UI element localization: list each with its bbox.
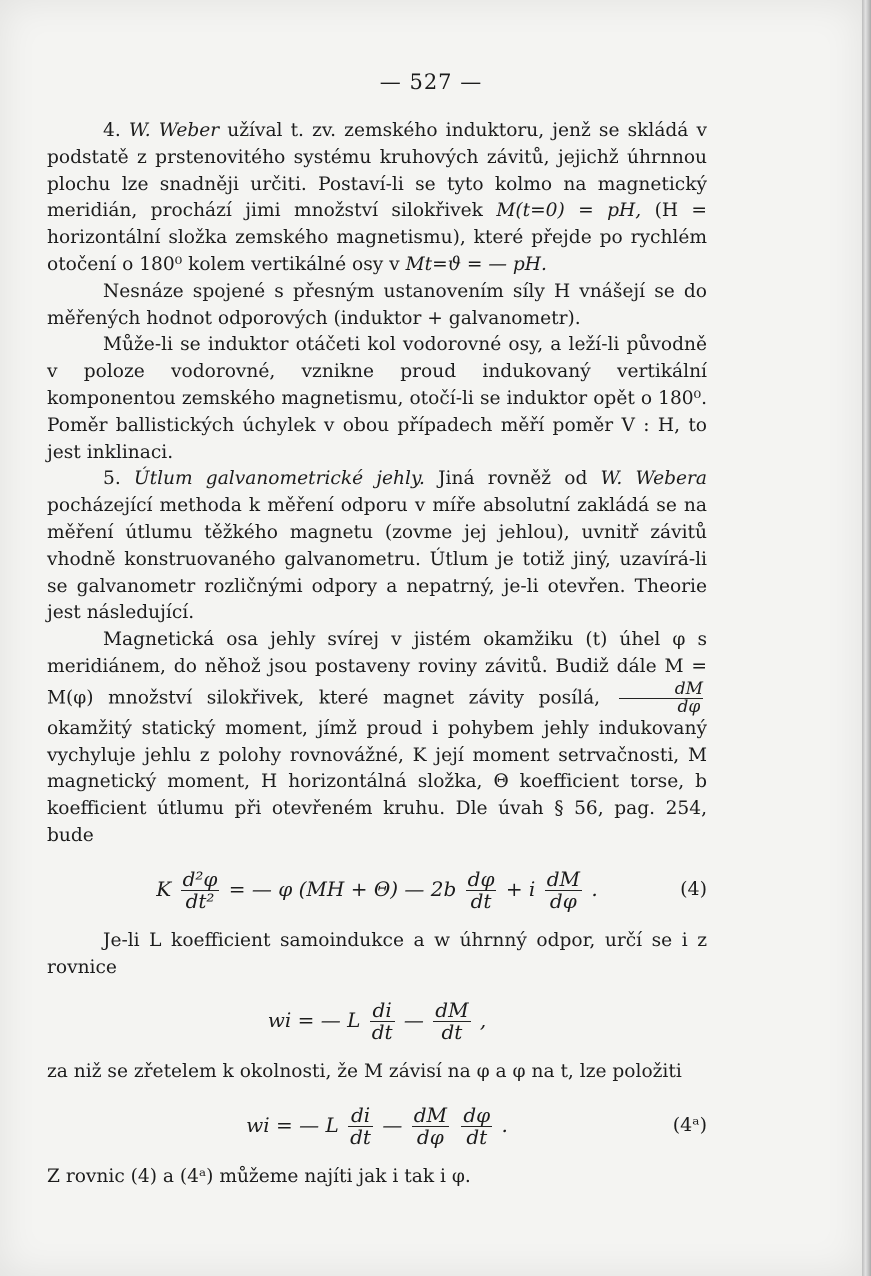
paragraph: za niž se zřetelem k okolnosti, že M závisí na φ a φ na t, lze položiti	[47, 1061, 682, 1083]
eq-fraction	[466, 866, 497, 913]
author-name: W. Webera	[600, 468, 707, 490]
author-name: W. Weber	[128, 120, 220, 141]
page-number: — 527 —	[379, 70, 483, 94]
paragraph: Z rovnic (4) a (4ᵃ) můžeme najíti jak i tak i φ.	[47, 1166, 471, 1188]
eq-fraction	[181, 866, 220, 913]
eq-fraction	[348, 1105, 373, 1148]
paragraph	[47, 627, 707, 850]
eq-term: K	[156, 876, 172, 901]
section-number: 5.	[103, 468, 121, 490]
paragraph-text: užíval t. zv. zemského induktoru, jenž se skládá v podstatě z prstenovitého systému kruhových závitů, jejichž úhrnnou plochu lze snadněji určiti. Postaví-li se tyto kolmo na magnetický meridián, prochází jimi množství silokřivek	[47, 120, 707, 222]
paragraph-text: okamžitý statický moment, jímž proud i pohybem jehly indukovaný vychyluje jehlu z polohy rovnovážné, K její moment setrvačnosti, M magnetický moment, H horizontálná složka, Θ koefficient torse, b koefficient útlumu při otevřeném kruhu. Dle úvah § 56, pag. 254, bude	[47, 717, 707, 846]
eq-fraction	[545, 866, 582, 913]
body-text	[47, 118, 707, 1191]
fraction-denominator: dt	[470, 888, 492, 913]
eq-term: wi = — L	[246, 1113, 339, 1138]
eq-fraction	[461, 1105, 492, 1148]
section-title: Útlum galvanometrické jehly.	[133, 468, 425, 490]
section-number: 4.	[103, 120, 121, 141]
eq-term: .	[591, 876, 598, 901]
paragraph-4	[47, 118, 707, 279]
fraction-numerator: d²φ	[182, 866, 218, 891]
fraction-numerator: dφ	[467, 866, 495, 891]
eq-fraction	[412, 1105, 449, 1148]
inline-formula: Mt=ϑ = — pH.	[405, 253, 547, 275]
fraction-numerator: di	[370, 1000, 395, 1022]
eq-term: .	[501, 1113, 508, 1138]
eq-term: = — φ (MH + Θ) — 2b	[228, 876, 457, 901]
paragraph-5	[47, 466, 707, 627]
fraction-denominator: dt	[350, 1125, 371, 1150]
eq-term: wi = — L	[267, 1008, 361, 1033]
paragraph-text: Magnetická osa jehly svírej v jistém okamžiku (t) úhel φ s meridiánem, do něhož jsou postaveny roviny závitů. Budiž dále M = M(φ) množství silokřivek, které magnet závity posílá,	[47, 629, 707, 709]
fraction-denominator: dt	[466, 1125, 488, 1150]
fraction-numerator: dM	[413, 1103, 447, 1128]
paragraph: Může-li se induktor otáčeti kol vodorovné osy, a leží-li původně v poloze vodorovné, vznikne proud indukovaný vertikální komponentou zemského magnetismu, otočí-li se induktor opět o 180⁰. Poměr ballistických úchylek v obou případech měří poměr V : H, to jest inklinaci.	[47, 334, 707, 463]
paragraph: Nesnáze spojené s přesným ustanovením síly H vnášejí se do měřených hodnot odporových (induktor + galvanometr).	[47, 280, 707, 329]
inline-formula: M(t=0) = pH,	[496, 200, 642, 222]
fraction-denominator: dt	[441, 1020, 463, 1045]
fraction-numerator: dM	[435, 998, 469, 1023]
paragraph-text: (H = horizontální složka zemského magnetismu), které přejde po rychlém otočení o 180⁰ kolem vertikálné osy v	[47, 200, 708, 275]
fraction-numerator: dM	[546, 866, 580, 891]
eq-fraction	[370, 1000, 395, 1043]
fraction-denominator: dt²	[185, 888, 215, 913]
eq-term: + i	[505, 876, 536, 901]
fraction-numerator: di	[348, 1105, 373, 1127]
eq-term: —	[382, 1113, 403, 1138]
fraction-denominator: dt	[371, 1020, 393, 1045]
fraction-denominator: dφ	[677, 696, 701, 717]
paragraph: Je-li L koefficient samoindukce a w úhrnný odpor, určí se i z rovnice	[47, 929, 707, 978]
fraction-denominator: dφ	[416, 1125, 444, 1150]
eq-term: —	[403, 1008, 424, 1033]
fraction-numerator: dφ	[463, 1103, 491, 1128]
paragraph-text: pocházející methoda k měření odporu v míře absolutní zakládá se na měření útlumu těžkého magnetu (zovme jej jehlou), uvnitř závitů vhodně konstruovaného galvanometru. Útlum je totiž jiný, uzavírá-li se galvanometr rozličnými odpory a nepatrný, je-li otevřen. Theorie jest následující.	[47, 495, 707, 624]
eq-term: ,	[479, 1008, 487, 1033]
inline-fraction	[619, 678, 703, 717]
page-edge	[862, 0, 871, 1276]
equation-wi	[47, 985, 707, 1055]
equation-number: (4)	[680, 877, 707, 900]
equation-number: (4ᵃ)	[672, 1114, 707, 1137]
equation-4	[47, 854, 707, 924]
paragraph-text: Jiná rovněž od	[438, 468, 588, 490]
fraction-numerator: dM	[619, 681, 703, 699]
fraction-denominator: dφ	[549, 888, 577, 913]
equation-4a	[47, 1090, 707, 1160]
eq-fraction	[433, 1000, 470, 1043]
